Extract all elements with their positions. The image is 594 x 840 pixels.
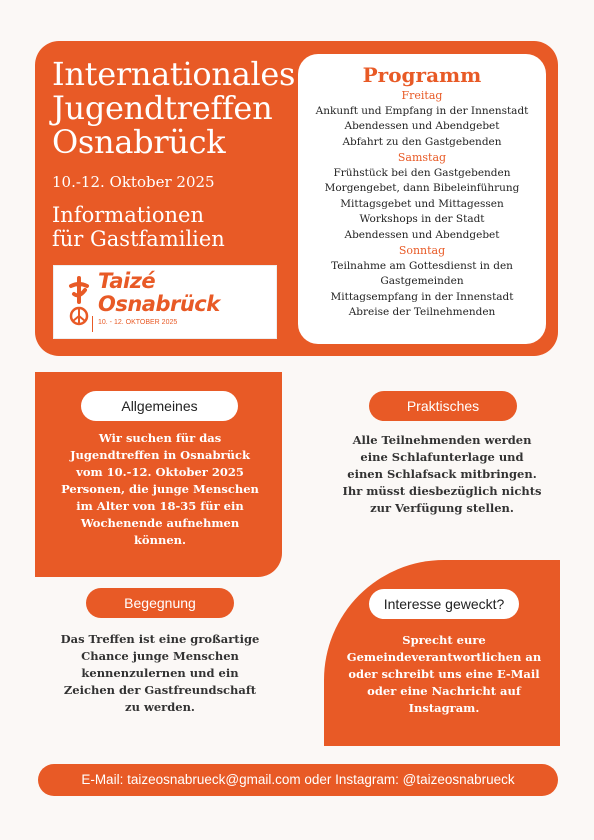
text-line: vom 10.-12. Oktober 2025 (76, 465, 244, 479)
program-item: Abfahrt zu den Gastgebenden (342, 135, 502, 148)
text-line: oder eine Nachricht auf (367, 684, 521, 698)
text-line: oder schreibt uns eine E-Mail (348, 667, 540, 681)
text-line: einen Schlafsack mitbringen. (347, 467, 537, 481)
text-line: Sprecht eure (402, 633, 486, 647)
allgemeines-text (60, 430, 260, 549)
program-day: Samstag (397, 151, 447, 164)
interesse-text (330, 632, 558, 717)
program-item: Abendessen und Abendgebet (344, 228, 500, 241)
program-title: Programm (362, 63, 482, 87)
text-line: zu werden. (125, 700, 195, 714)
program-item: Workshops in der Stadt (359, 213, 485, 225)
program-item: Abendessen und Abendgebet (344, 120, 500, 132)
text-line: Zeichen der Gastfreundschaft (63, 683, 257, 697)
program-item: Morgengebet, dann Bibeleinführung (324, 182, 520, 194)
text-line: Gemeindeverantwortlichen an (346, 650, 542, 664)
info-heading-line: für Gastfamilien (52, 227, 225, 251)
program-item: Abreise der Teilnehmenden (348, 306, 496, 318)
text-line: kennenzulernen und ein (81, 666, 239, 680)
info-heading-line: Informationen (52, 203, 204, 227)
text-line: im Alter von 18-35 für ein (76, 499, 244, 513)
text-line: eine Schlafunterlage und (360, 450, 524, 464)
text-line: können. (133, 533, 187, 547)
text-line: Personen, die junge Menschen (61, 482, 259, 496)
text-line: Wir suchen für das (98, 431, 222, 445)
text-line: Wochenende aufnehmen (80, 516, 240, 530)
program-item: Mittagsgebet und Mittagessen (340, 197, 504, 210)
text-line: Jugendtreffen in Osnabrück (70, 448, 250, 462)
taize-logo (53, 265, 277, 339)
logo-text-taize: Taizé (98, 269, 156, 293)
logo-text-osnabrueck: Osnabrück (98, 292, 220, 316)
text-line: Chance junge Menschen (81, 649, 239, 663)
text-line: Das Treffen ist eine großartige (60, 632, 260, 646)
page-title (52, 57, 302, 159)
program-item: Ankunft und Empfang in der Innenstadt (315, 104, 529, 117)
program-day: Freitag (401, 89, 443, 102)
title-line: Jugendtreffen (52, 89, 273, 127)
text-line: Ihr müsst diesbezüglich nichts (342, 484, 542, 498)
begegnung-text (40, 631, 280, 716)
program-item: Gastgemeinden (380, 275, 464, 287)
text-line: Alle Teilnehmenden werden (352, 433, 532, 447)
logo-date: 10. - 12. OKTOBER 2025 (98, 319, 178, 326)
title-line: Osnabrück (52, 123, 226, 161)
allgemeines-label: Allgemeines (81, 391, 238, 421)
logo-divider (92, 316, 93, 332)
interesse-label: Interesse geweckt? (369, 589, 519, 619)
begegnung-label: Begegnung (86, 588, 234, 618)
info-heading (52, 203, 225, 251)
program-item: Teilnahme am Gottesdienst in den (331, 259, 513, 272)
praktisches-label: Praktisches (369, 391, 517, 421)
program-item: Frühstück bei den Gastgebenden (333, 166, 511, 179)
taize-cross-icon (68, 276, 90, 328)
praktisches-text (322, 432, 562, 517)
event-date: 10.-12. Oktober 2025 (52, 173, 215, 191)
contact-footer: E-Mail: taizeosnabrueck@gmail.com oder Instagram: @taizeosnabrueck (38, 764, 558, 796)
program-item: Mittagsempfang in der Innenstadt (330, 290, 514, 303)
program-day: Sonntag (398, 244, 446, 257)
text-line: zur Verfügung stellen. (370, 501, 514, 515)
text-line: Instagram. (408, 701, 480, 715)
title-line: Internationales (52, 55, 296, 93)
program-box (298, 54, 546, 344)
